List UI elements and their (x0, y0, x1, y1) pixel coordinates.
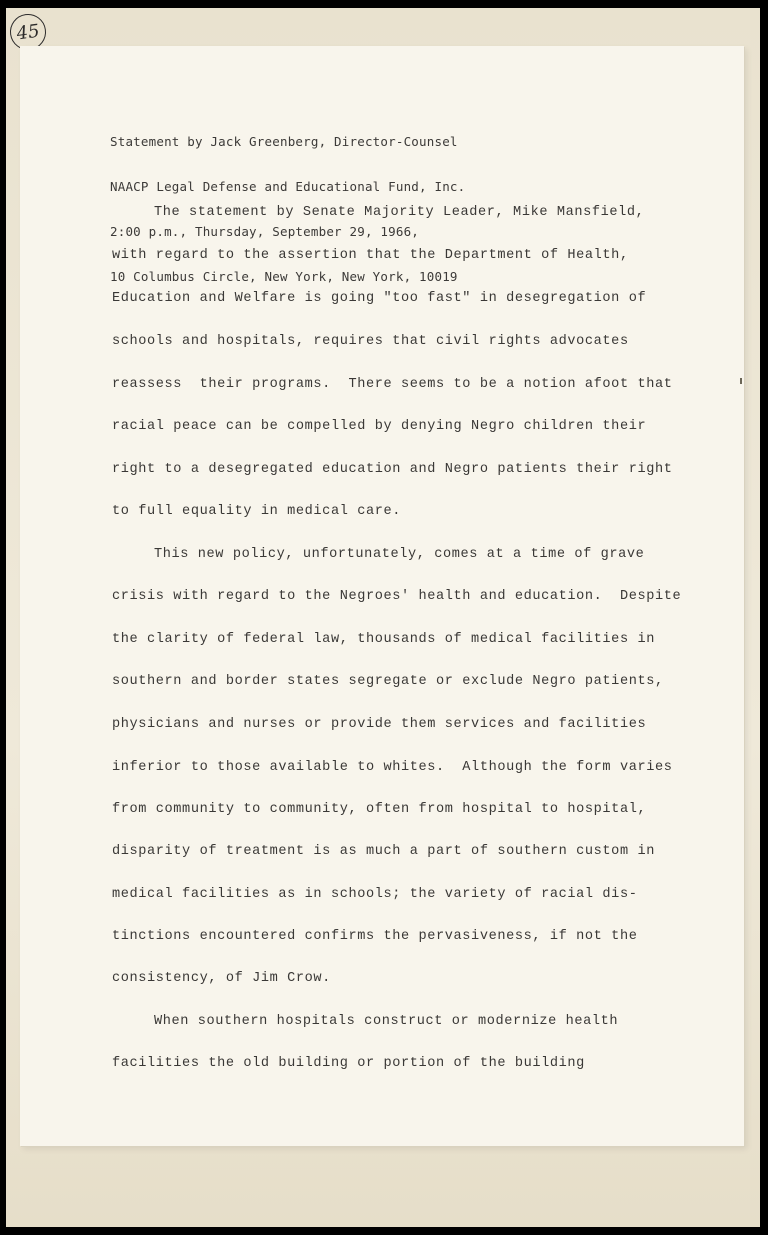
body-line: Education and Welfare is going "too fast" in desegregation of (112, 291, 647, 306)
body-line: physicians and nurses or provide them services and facilities (112, 717, 647, 732)
body-line: crisis with regard to the Negroes' health and education. Despite (112, 589, 682, 604)
scan-frame (6, 8, 760, 1227)
body-line: from community to community, often from hospital to hospital, (112, 802, 647, 817)
body-line: inferior to those available to whites. Although the form varies (112, 760, 673, 775)
body-line: southern and border states segregate or exclude Negro patients, (112, 674, 664, 689)
body-line: facilities the old building or portion of the building (112, 1056, 585, 1071)
folio-number: 45 (8, 12, 49, 53)
body-line: reassess their programs. There seems to be a notion afoot that (112, 377, 673, 392)
body-line: When southern hospitals construct or modernize health (154, 1014, 619, 1029)
body-line: disparity of treatment is as much a part of southern custom in (112, 844, 655, 859)
header-line: NAACP Legal Defense and Educational Fund, Inc. (110, 179, 466, 194)
body-line: right to a desegregated education and Negro patients their right (112, 462, 673, 477)
header-line: Statement by Jack Greenberg, Director-Counsel (110, 134, 458, 149)
header-line: 10 Columbus Circle, New York, New York, 10019 (110, 269, 458, 284)
body-line: the clarity of federal law, thousands of medical facilities in (112, 632, 655, 647)
body-line: tinctions encountered confirms the pervasiveness, if not the (112, 929, 638, 944)
body-line: This new policy, unfortunately, comes at a time of grave (154, 547, 645, 562)
body-line: medical facilities as in schools; the variety of racial dis- (112, 887, 638, 902)
body-line: schools and hospitals, requires that civil rights advocates (112, 334, 629, 349)
document-page (20, 46, 744, 1146)
edge-mark (740, 378, 742, 384)
body-line: with regard to the assertion that the Department of Health, (112, 248, 629, 263)
body-line: racial peace can be compelled by denying Negro children their (112, 419, 647, 434)
body-line: to full equality in medical care. (112, 504, 401, 519)
body-line: The statement by Senate Majority Leader, Mike Mansfield, (154, 205, 645, 220)
header-line: 2:00 p.m., Thursday, September 29, 1966, (110, 224, 420, 239)
body-line: consistency, of Jim Crow. (112, 971, 331, 986)
